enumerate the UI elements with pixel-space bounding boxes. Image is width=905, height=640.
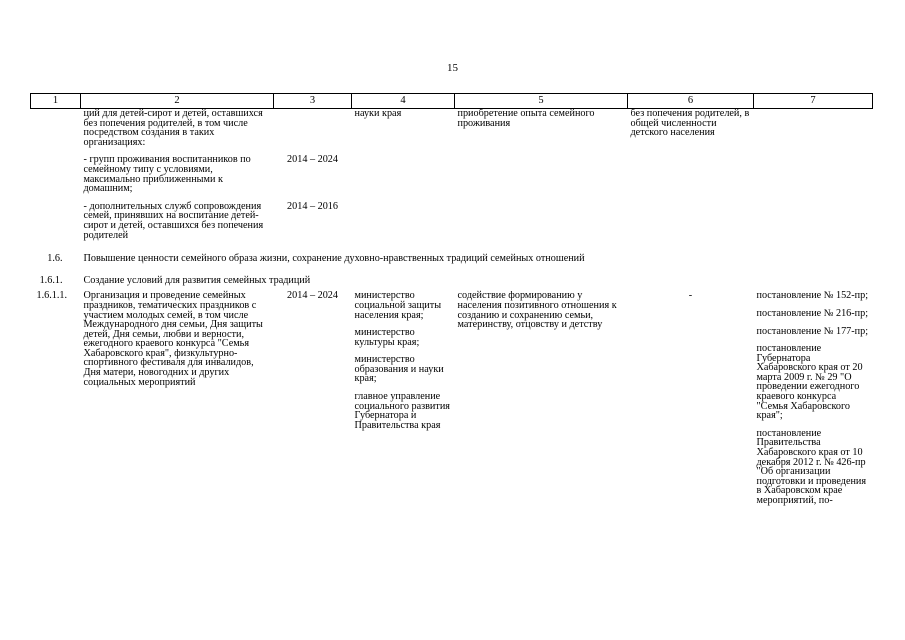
header-cell-5: 5 xyxy=(455,94,628,109)
subsection-title: Создание условий для развития семейных традиций xyxy=(83,274,311,286)
table-row xyxy=(31,202,873,248)
item-years: 2014 – 2024 xyxy=(287,290,338,302)
executor: министерство социальной защиты населения края; xyxy=(354,290,442,321)
section-number: 1.6. xyxy=(47,253,63,265)
item-text: Организация и проведение семейных праздников, тематических праздников с участием молодых семей, в том числе Международного дня семьи, Дня защиты детей, Дня семьи, любви и верности, ежегодного краевого конкурса "Семья Хабаровского края", физкультурно-спортивного фестиваля для инвалидов, Дня матери, новогодних и других социальных мероприятий xyxy=(83,290,263,388)
document: постановление Правительства Хабаровского края от 10 декабря 2012 г. № 426-пр "Об организации подготовки и проведения в Хабаровском крае мероприятий, по- xyxy=(756,427,867,506)
executor: министерство культуры края; xyxy=(354,327,420,348)
item2-text xyxy=(81,202,274,248)
subsection-row xyxy=(31,270,873,292)
header-cell-2: 2 xyxy=(81,94,274,109)
item-documents xyxy=(754,291,873,505)
cont-result: приобретение опыта семейного проживания xyxy=(457,108,595,129)
header-cell-4: 4 xyxy=(352,94,455,109)
table-row xyxy=(31,155,873,201)
executor: главное управление социального развития Губернатора и Правительства края xyxy=(354,391,450,431)
cont-indicator: без попечения родителей, в общей численности детского населения xyxy=(630,108,750,139)
item1-paragraph: - групп проживания воспитанников по семейному типу с условиями, максимально приближенными к домашним; xyxy=(83,154,251,195)
subsection-number: 1.6.1. xyxy=(39,274,63,286)
header-cell-7: 7 xyxy=(754,94,873,109)
document: постановление № 152-пр; xyxy=(756,290,869,302)
section-row xyxy=(31,248,873,270)
cont-main-text: ций для детей-сирот и детей, оставшихся без попечения родителей, в том числе посредством создания в таких организациях: xyxy=(83,108,263,148)
executor: министерство образования и науки края; xyxy=(354,354,444,385)
item2-paragraph: - дополнительных служб сопровождения семей, принявших на воспитание детей-сирот и детей, оставшихся без попечения родителей xyxy=(83,200,264,241)
item-indicator: - xyxy=(688,290,693,302)
header-cell-1: 1 xyxy=(31,94,81,109)
item-number: 1.6.1.1. xyxy=(36,290,68,302)
item2-years: 2014 – 2016 xyxy=(287,200,338,212)
document: постановление № 216-пр; xyxy=(756,307,869,319)
table-row xyxy=(31,109,873,156)
header-cell-3: 3 xyxy=(274,94,352,109)
item1-text xyxy=(81,155,274,201)
section-title: Повышение ценности семейного образа жизни, сохранение духовно-нравственных традиций семейных отношений xyxy=(83,253,585,265)
document: постановление Губернатора Хабаровского края от 20 марта 2009 г. № 29 "О проведении ежегодного краевого конкурса "Семья Хабаровского края"; xyxy=(756,343,863,422)
header-cell-6: 6 xyxy=(628,94,754,109)
item-executors xyxy=(352,291,455,505)
header-row xyxy=(31,94,873,109)
document: постановление № 177-пр; xyxy=(756,325,869,337)
continuation-text xyxy=(81,109,274,156)
cont-executor: науки края xyxy=(354,108,402,119)
item1-years: 2014 – 2024 xyxy=(287,154,338,166)
item-result: содействие формированию у населения позитивного отношения к созданию и сохранению семьи, материнству, отцовству и детству xyxy=(457,290,617,331)
table-row xyxy=(31,291,873,505)
page-number: 15 xyxy=(447,62,458,74)
measures-table xyxy=(30,93,873,506)
